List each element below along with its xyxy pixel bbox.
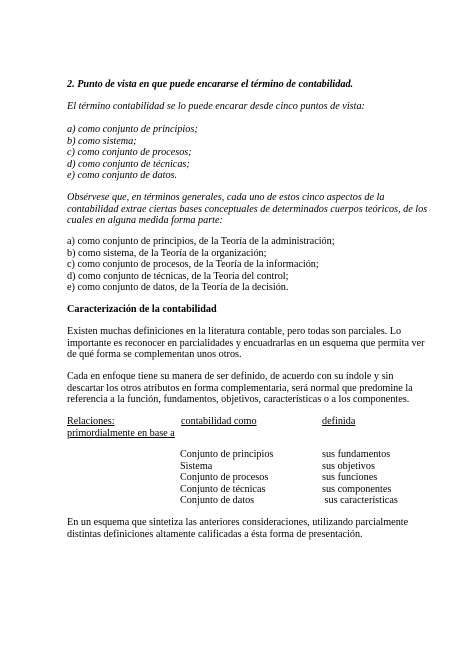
table-cell-definida: sus funciones (322, 472, 378, 483)
table-cell-como: Conjunto de datos (180, 495, 255, 506)
table-header-definida: definida (322, 416, 356, 427)
list-item: d) como conjunto de técnicas; (67, 158, 190, 170)
paragraph-line: distintas definiciones altamente calificadas a ésta forma de presentación. (67, 528, 363, 540)
list-item: c) como conjunto de procesos; (67, 147, 192, 158)
paragraph-line: Cada en enfoque tiene su manera de ser definido, de acuerdo con su índole y sin (67, 371, 394, 382)
section-heading: 2. Punto de vista en que puede encararse el término de contabilidad. (67, 79, 354, 90)
table-cell-definida: sus fundamentos (322, 449, 391, 460)
table-cell-como: Sistema (180, 460, 213, 472)
table-cell-definida: sus componentes (322, 483, 392, 495)
paragraph-line: referencia a la función, fundamentos, objetivos, características o a los componentes. (67, 394, 410, 405)
table-cell-como: Conjunto de principios (180, 449, 274, 460)
table-cell-como: Conjunto de procesos (180, 472, 269, 483)
table-header-relaciones: Relaciones: (67, 416, 115, 427)
intro-line: El término contabilidad se lo puede encarar desde cinco puntos de vista: (67, 101, 365, 112)
list-item: a) como conjunto de principios, de la Teoría de la administración; (67, 236, 335, 247)
paragraph-line: En un esquema que sintetiza las anteriores consideraciones, utilizando parcialmente (67, 517, 409, 528)
list-item: a) como conjunto de principios; (67, 124, 198, 135)
table-header-contabilidad: contabilidad como (181, 416, 257, 427)
list-item: d) como conjunto de técnicas, de la Teoría del control; (67, 270, 289, 282)
table-header-relaciones-cont: primordialmente en base a (67, 427, 175, 439)
list-item: b) como sistema; (67, 135, 137, 147)
table-cell-definida: sus características (322, 495, 398, 506)
list-item: c) como conjunto de procesos, de la Teoría de la información; (67, 259, 319, 270)
paragraph-line: cuales en alguna medida forma parte: (67, 215, 223, 226)
list-item: e) como conjunto de datos, de la Teoría de la decisión. (67, 282, 289, 293)
list-item: e) como conjunto de datos. (67, 170, 178, 181)
paragraph-line: contabilidad extrae ciertas bases conceptuales de determinados cuerpos teóricos, de los (67, 203, 428, 215)
list-item: b) como sistema, de la Teoría de la organización; (67, 247, 267, 259)
paragraph-line: importante es reconocer en parcialidades y encuadrarlas en un esquema que permita ver (67, 337, 425, 349)
paragraph-line: de qué forma se complementan unos otros. (67, 349, 242, 360)
section-heading: Caracterización de la contabilidad (67, 304, 217, 315)
table-cell-definida: sus objetivos (322, 460, 375, 472)
paragraph-line: descartar los otros atributos en forma complementaria, será normal que predomine la (67, 382, 413, 394)
paragraph-line: Existen muchas definiciones en la literatura contable, pero todas son parciales. Lo (67, 326, 402, 337)
paragraph-line: Obsérvese que, en términos generales, cada uno de estos cinco aspectos de la (67, 192, 385, 203)
table-cell-como: Conjunto de técnicas (180, 483, 266, 495)
